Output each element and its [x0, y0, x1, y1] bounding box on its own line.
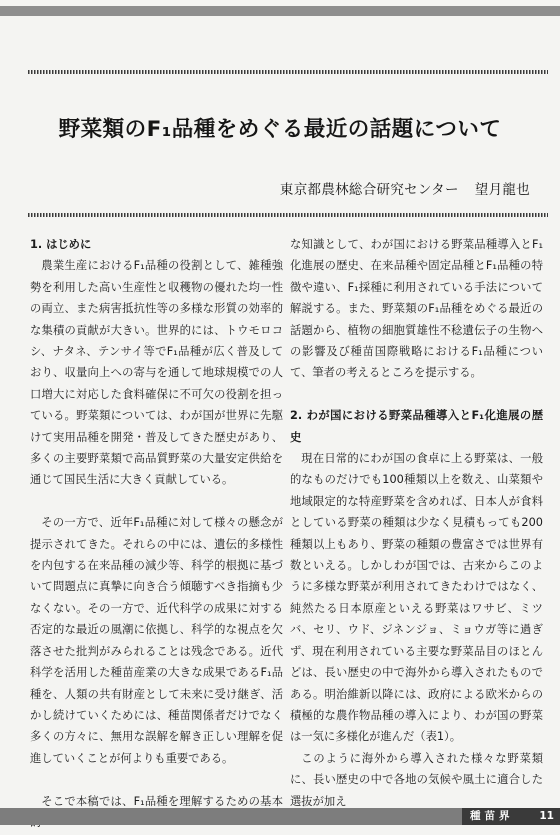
section-heading: 2. わが国における野菜品種導入とF₁化進展の歴史 [290, 409, 543, 444]
journal-name: 種苗界 [470, 810, 514, 822]
paragraph: 農業生産におけるF₁品種の役割として、雑種強勢を利用した高い生産性と収穫物の優れた均一性の両立、また病害抵抗性等の多様な形質の効率的な集積の貢献が大きい。世界的には、トウモロコシ、ナタネ、テンサイ等でF₁品種が広く普及しており、収量向上への寄与を通して地球規模での人口増大に対応した食料確保に不可欠の役割を担っている。野菜類については、わが国が世界に先駆けて実用品種を開発・普及してきた歴史があり、多くの主要野菜類で高品質野菜の大量安定供給を通じて国民生活に大きく貢献している。 [30, 259, 283, 487]
dotted-rule-bottom [28, 213, 548, 217]
left-column [30, 234, 283, 833]
paragraph: その一方で、近年F₁品種に対して様々の懸念が提示されてきた。それらの中には、遺伝的多様性を内包する在来品種の減少等、科学的根拠に基づいて問題点に真摯に向き合う傾聴すべき指摘も少なくない。その一方で、近代科学の成果に対する否定的な最近の風潮に依拠し、科学的な視点を欠落させた批判がみられることは残念である。近代科学を活用した種苗産業の大きな成果であるF₁品種を、人類の共有財産として未来に受け継ぎ、活かし続けていくためには、種苗関係者だけでなく多くの方々に、無用な誤解を解き正しい理解を促進していくことが何よりも重要である。 [30, 516, 283, 765]
footer-label [462, 808, 560, 825]
page-number: 11 [539, 810, 554, 822]
paragraph: このように海外から導入された様々な野菜類に、長い歴史の中で各地の気候や風土に適合した選抜が加え [290, 751, 543, 808]
paragraph: そこで本稿では、F₁品種を理解するための基本 [41, 794, 283, 808]
dotted-rule-top [28, 70, 548, 74]
section-heading: 1. はじめに [30, 238, 92, 251]
right-column [290, 234, 543, 812]
author-name: 望月龍也 [474, 182, 530, 198]
author-line [280, 178, 530, 198]
paragraph: 現在日常的にわが国の食卓に上る野菜は、一般的なものだけでも100種類以上を数え、山菜類や地域限定的な特産野菜を含めれば、日本人が食料としている野菜の種類は少なく見積もっても200種類以上もあり、野菜の種類の豊富さでは世界有数といえる。しかしわが国では、古来からこのように多様な野菜が利用されてきたわけではなく、純然たる日本原産といえる野菜はワサビ、ミツバ、セリ、ウド、ジネンジョ、ミョウガ等に過ぎず、現在利用されている主要な野菜品目のほとんどは、長い歴史の中で海外から導入されたものである。明治維新以降には、政府による欧米からの積極的な農作物品種の導入により、わが国の野菜は一気に多様化が進んだ（表1）。 [290, 452, 543, 744]
top-banner [0, 6, 560, 16]
paragraph-continued: な知識として、わが国における野菜品種導入とF₁化進展の歴史、在来品種や固定品種とF₁品種の特徴や違い、F₁採種に利用されている手法について解説する。また、野菜類のF₁品種をめぐる最近の話題から、植物の細胞質雄性不稔遺伝子の生物への影響及び種苗国際戦略におけるF₁品種について、筆者の考えるところを提示する。 [290, 238, 543, 380]
article-title: 野菜類のF₁品種をめぐる最近の話題について [58, 117, 502, 142]
author-affiliation: 東京都農林総合研究センター [279, 182, 459, 198]
